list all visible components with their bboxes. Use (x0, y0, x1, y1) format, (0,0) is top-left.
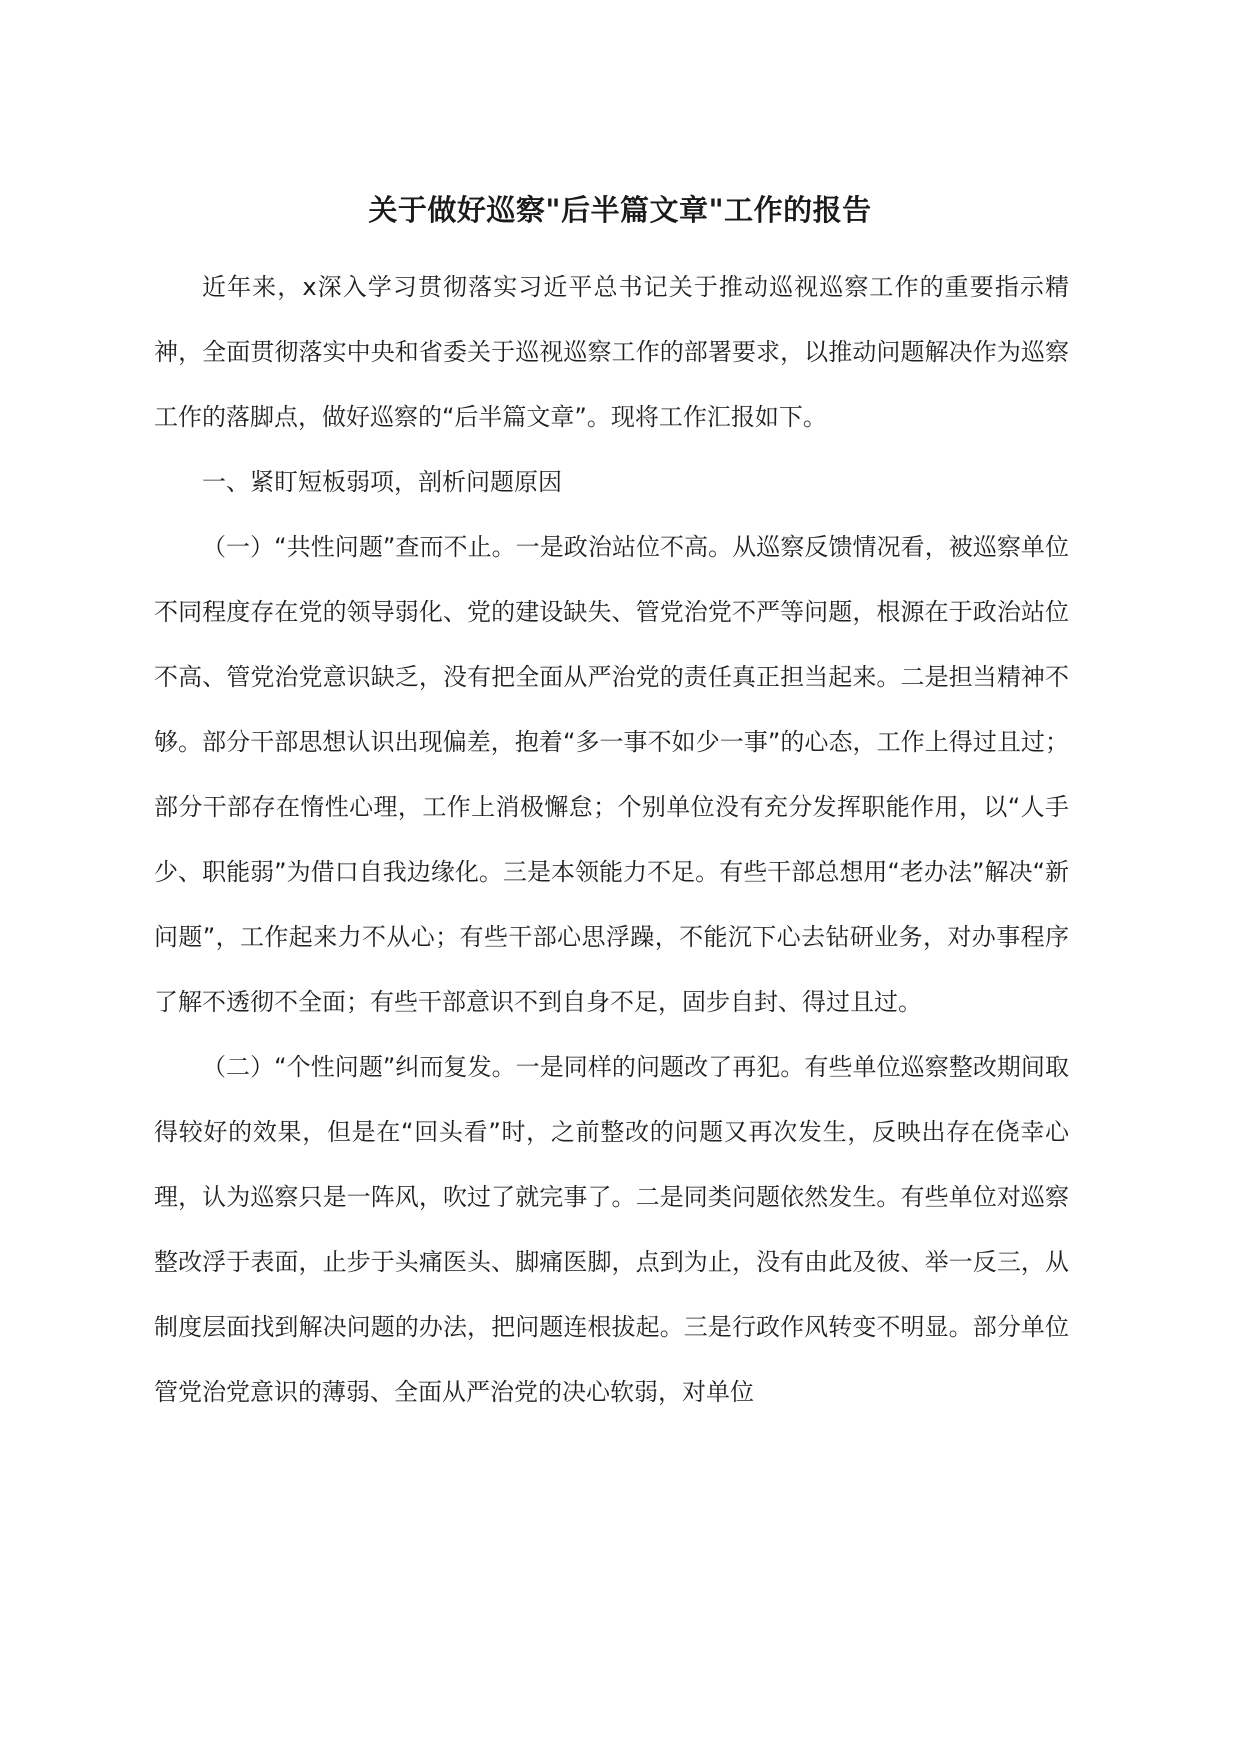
document-title: 关于做好巡察"后半篇文章"工作的报告 (368, 193, 872, 227)
paragraph-individual-issues: （二）“个性问题”纠而复发。一是同样的问题改了再犯。有些单位巡察整改期间取得较好的效果，但是在“回头看”时，之前整改的问题又再次发生，反映出存在侥幸心理，认为巡察只是一阵风，吹过了就完事了。二是同类问题依然发生。有些单位对巡察整改浮于表面，止步于头痛医头、脚痛医脚，点到为止，没有由此及彼、举一反三，从制度层面找到解决问题的办法，把问题连根拔起。三是行政作风转变不明显。部分单位管党治党意识的薄弱、全面从严治党的决心软弱，对单位 (154, 1053, 1069, 1406)
paragraph-common-issues: （一）“共性问题”查而不止。一是政治站位不高。从巡察反馈情况看，被巡察单位不同程度存在党的领导弱化、党的建设缺失、管党治党不严等问题，根源在于政治站位不高、管党治党意识缺乏，没有把全面从严治党的责任真正担当起来。二是担当精神不够。部分干部思想认识出现偏差，抱着“多一事不如少一事”的心态，工作上得过且过；部分干部存在惰性心理，工作上消极懈怠；个别单位没有充分发挥职能作用，以“人手少、职能弱”为借口自我边缘化。三是本领能力不足。有些干部总想用“老办法”解决“新问题”，工作起来力不从心；有些干部心思浮躁，不能沉下心去钻研业务，对办事程序了解不透彻不全面；有些干部意识不到自身不足，固步自封、得过且过。 (154, 533, 1069, 1016)
paragraph-intro: 近年来，x深入学习贯彻落实习近平总书记关于推动巡视巡察工作的重要指示精神，全面贯彻落实中央和省委关于巡视巡察工作的部署要求，以推动问题解决作为巡察工作的落脚点，做好巡察的“后半篇文章”。现将工作汇报如下。 (154, 273, 1069, 431)
section-heading-1: 一、紧盯短板弱项，剖析问题原因 (202, 468, 562, 496)
document-body (154, 255, 1069, 1425)
